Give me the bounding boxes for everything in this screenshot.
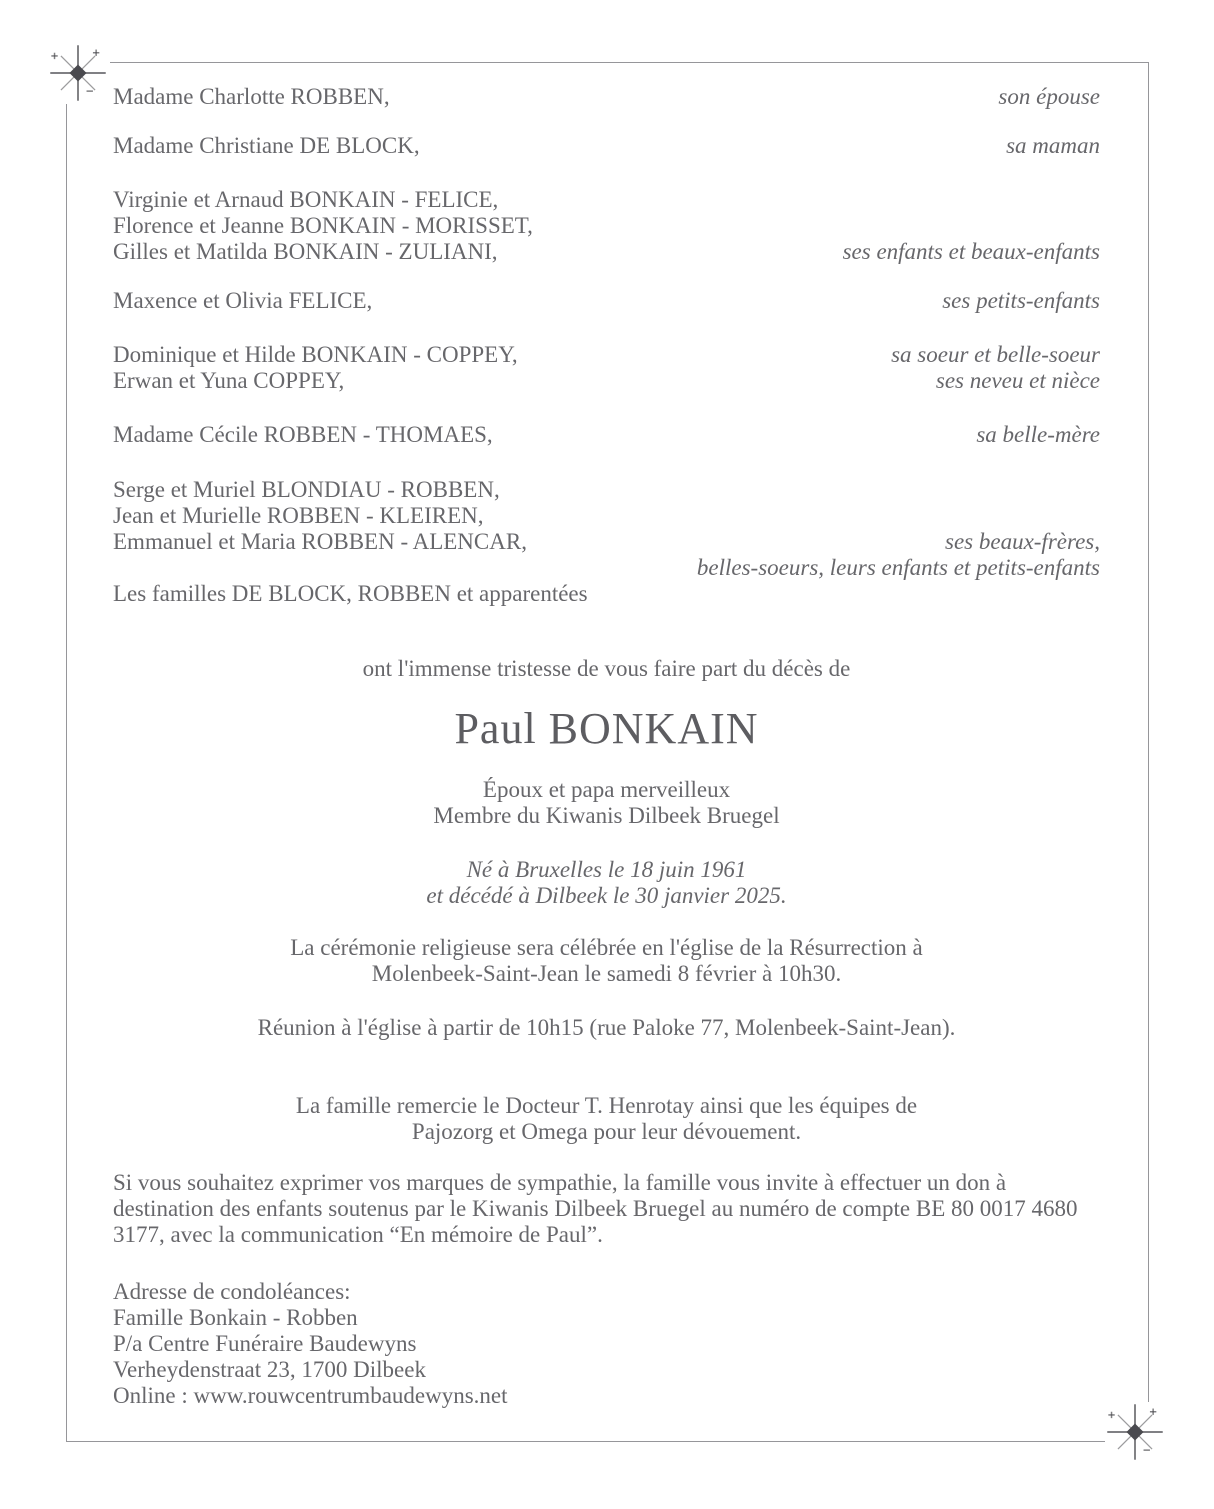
deceased-subtitle: Époux et papa merveilleux	[482, 777, 731, 802]
family-group	[113, 342, 1100, 394]
relation-label: ses enfants et beaux-enfants	[842, 239, 1100, 264]
relation-label: sa belle-mère	[976, 422, 1100, 447]
donation-line: destination des enfants soutenus par le Kiwanis Dilbeek Bruegel au numéro de compte BE 80 0017 4680	[113, 1196, 1078, 1221]
family-name: Madame Cécile ROBBEN - THOMAES,	[113, 422, 493, 447]
announcement-intro: ont l'immense tristesse de vous faire part du décès de	[362, 656, 851, 681]
condolences-website: Online : www.rouwcentrumbaudewyns.net	[113, 1383, 508, 1408]
family-group	[113, 84, 1100, 110]
relation-label: sa maman	[1006, 133, 1100, 158]
condolences-funeral-home: P/a Centre Funéraire Baudewyns	[113, 1331, 417, 1356]
family-name: Jean et Murielle ROBBEN - KLEIREN,	[113, 503, 484, 528]
relation-label: ses petits-enfants	[942, 288, 1100, 313]
family-group	[113, 133, 1100, 159]
family-name: Florence et Jeanne BONKAIN - MORISSET,	[113, 213, 533, 238]
deceased-name: Paul BONKAIN	[454, 704, 759, 753]
condolences-heading: Adresse de condoléances:	[113, 1279, 351, 1304]
reunion-line: Réunion à l'église à partir de 10h15 (rue Paloke 77, Molenbeek-Saint-Jean).	[257, 1015, 956, 1040]
family-name: Virginie et Arnaud BONKAIN - FELICE,	[113, 187, 499, 212]
relation-label: son épouse	[998, 84, 1100, 109]
family-name: Gilles et Matilda BONKAIN - ZULIANI,	[113, 239, 498, 264]
condolences-address: Verheydenstraat 23, 1700 Dilbeek	[113, 1357, 426, 1382]
thanks-line: La famille remercie le Docteur T. Henrotay ainsi que les équipes de	[295, 1093, 918, 1118]
family-name: Maxence et Olivia FELICE,	[113, 288, 373, 313]
family-name: Emmanuel et Maria ROBBEN - ALENCAR,	[113, 529, 527, 554]
family-group	[113, 288, 1100, 314]
sparkle-ornament-icon	[1103, 1400, 1167, 1464]
family-group	[113, 477, 1100, 555]
family-name: Erwan et Yuna COPPEY,	[113, 368, 345, 393]
donation-line: Si vous souhaitez exprimer vos marques de sympathie, la famille vous invite à effectuer un don à	[113, 1170, 1007, 1195]
frame-left-line	[66, 104, 67, 1441]
family-name: Serge et Muriel BLONDIAU - ROBBEN,	[113, 477, 500, 502]
document-body	[113, 0, 1100, 1409]
family-name: Madame Charlotte ROBBEN,	[113, 84, 390, 109]
thanks-line: Pajozorg et Omega pour leur dévouement.	[411, 1119, 802, 1144]
birth-line: Né à Bruxelles le 18 juin 1961	[466, 857, 747, 882]
relation-label: ses beaux-frères,	[945, 529, 1100, 554]
ceremony-line: Molenbeek-Saint-Jean le samedi 8 février à 10h30.	[371, 961, 842, 986]
sparkle-ornament-icon	[46, 41, 110, 105]
donation-line: 3177, avec la communication “En mémoire de Paul”.	[113, 1222, 603, 1247]
family-group	[113, 422, 1100, 448]
relation-label-continuation: belles-soeurs, leurs enfants et petits-enfants	[696, 555, 1100, 580]
family-group	[113, 187, 1100, 265]
death-line: et décédé à Dilbeek le 30 janvier 2025.	[426, 883, 787, 908]
families-footer: Les familles DE BLOCK, ROBBEN et apparentées	[113, 581, 588, 606]
family-name: Dominique et Hilde BONKAIN - COPPEY,	[113, 342, 518, 367]
ceremony-line: La cérémonie religieuse sera célébrée en l'église de la Résurrection à	[290, 935, 923, 960]
deceased-subtitle: Membre du Kiwanis Dilbeek Bruegel	[433, 803, 780, 828]
family-name: Madame Christiane DE BLOCK,	[113, 133, 420, 158]
relation-label: sa soeur et belle-soeur	[891, 342, 1100, 367]
frame-right-line	[1148, 62, 1149, 1402]
condolences-family: Famille Bonkain - Robben	[113, 1305, 358, 1330]
frame-bottom-line	[66, 1441, 1105, 1442]
relation-label: ses neveu et nièce	[935, 368, 1100, 393]
